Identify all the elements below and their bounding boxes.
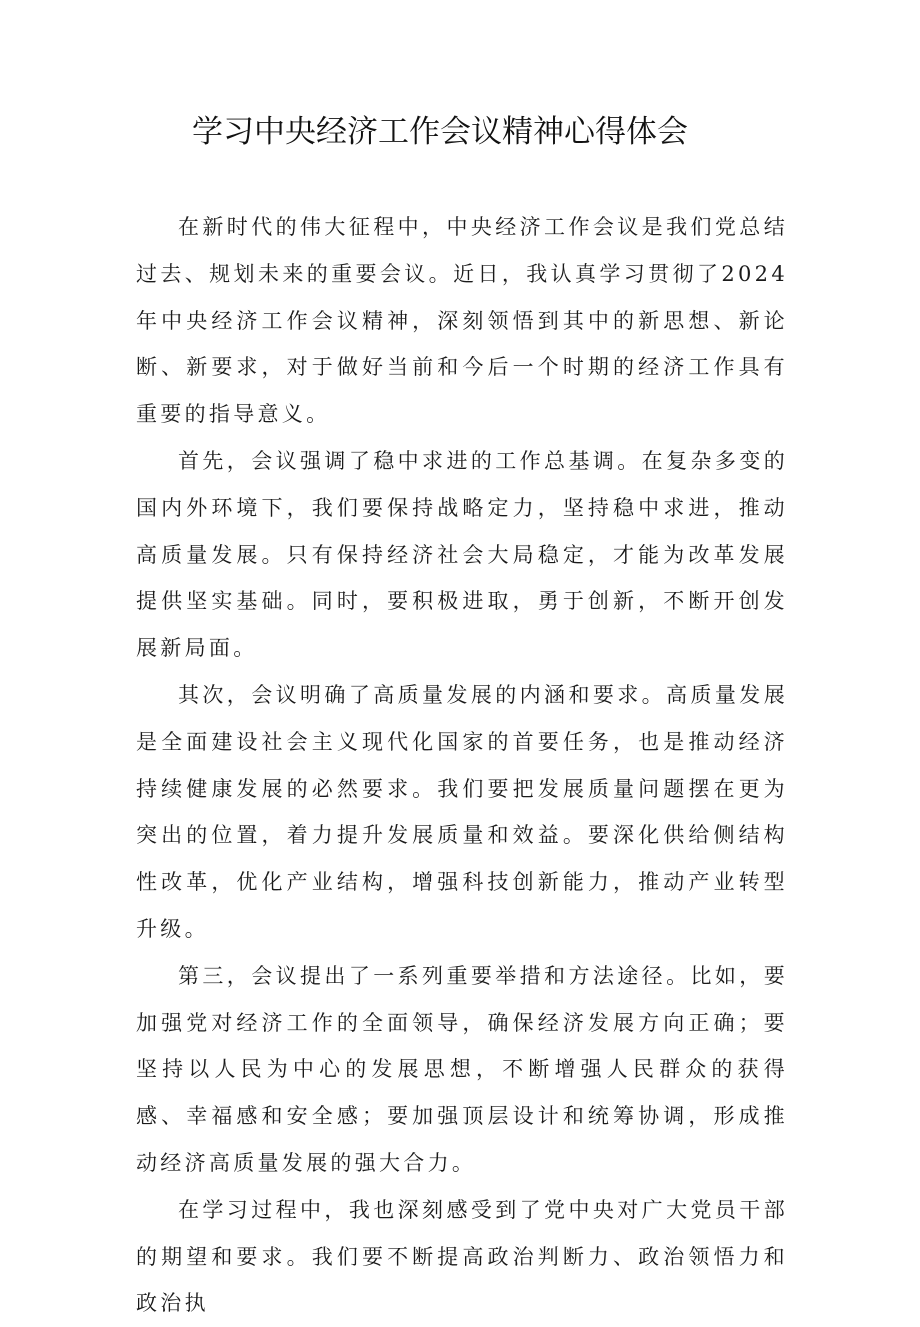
document-title: 学习中央经济工作会议精神心得体会 <box>192 114 688 150</box>
document-body <box>136 204 788 1327</box>
paragraph-1: 在新时代的伟大征程中，中央经济工作会议是我们党总结过去、规划未来的重要会议。近日，我认真学习贯彻了2024年中央经济工作会议精神，深刻领悟到其中的新思想、新论断、新要求，对于做好当前和今后一个时期的经济工作具有重要的指导意义。 <box>136 215 788 427</box>
paragraph-3: 其次，会议明确了高质量发展的内涵和要求。高质量发展是全面建设社会主义现代化国家的首要任务，也是推动经济持续健康发展的必然要求。我们要把发展质量问题摆在更为突出的位置，着力提升发展质量和效益。要深化供给侧结构性改革，优化产业结构，增强科技创新能力，推动产业转型升级。 <box>136 682 788 941</box>
paragraph-5: 在学习过程中，我也深刻感受到了党中央对广大党员干部的期望和要求。我们要不断提高政治判断力、政治领悟力和政治执 <box>136 1197 788 1316</box>
paragraph-4: 第三，会议提出了一系列重要举措和方法途径。比如，要加强党对经济工作的全面领导，确保经济发展方向正确；要坚持以人民为中心的发展思想，不断增强人民群众的获得感、幸福感和安全感；要加强顶层设计和统筹协调，形成推动经济高质量发展的强大合力。 <box>136 963 788 1175</box>
paragraph-2: 首先，会议强调了稳中求进的工作总基调。在复杂多变的国内外环境下，我们要保持战略定力，坚持稳中求进，推动高质量发展。只有保持经济社会大局稳定，才能为改革发展提供坚实基础。同时，要积极进取，勇于创新，不断开创发展新局面。 <box>136 448 788 661</box>
